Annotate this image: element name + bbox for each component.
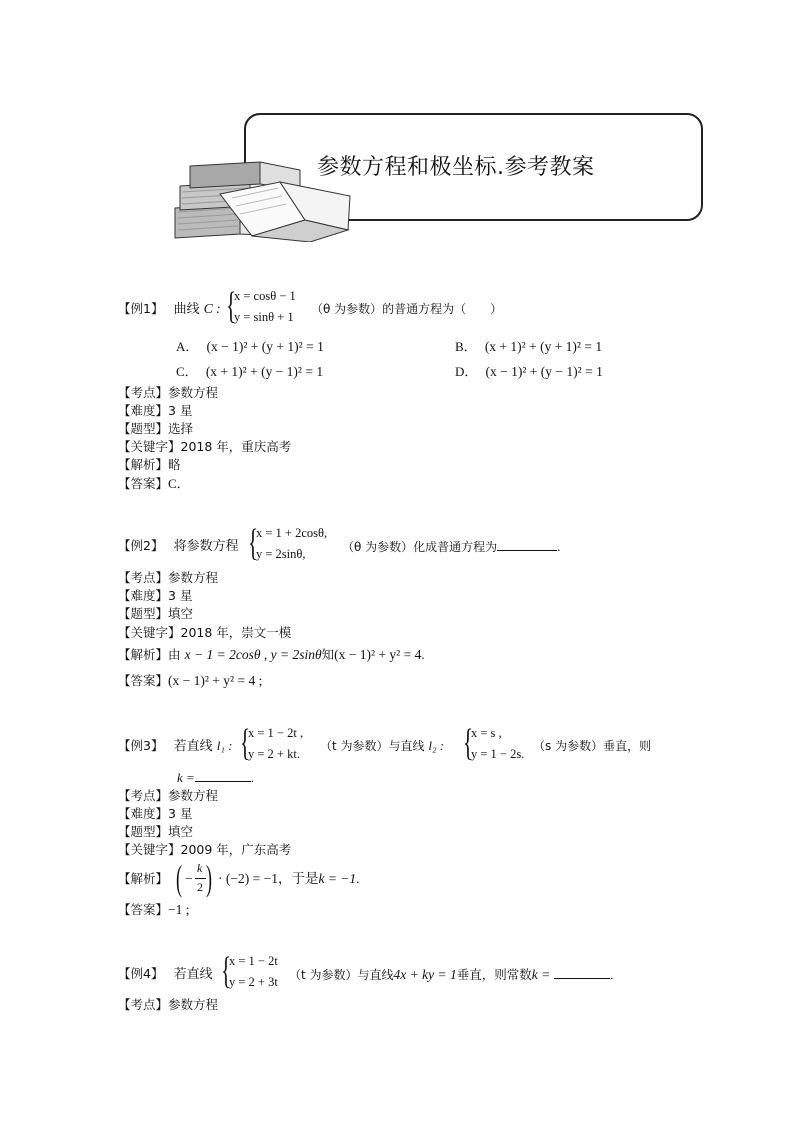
label-kaodian: 【考点】: [118, 788, 169, 803]
ex4-eq2: y = 2 + 3t: [229, 975, 278, 989]
ex3-note1: [320, 738, 444, 754]
ex3-l2-eq1: x = s ,: [471, 726, 502, 740]
ex3-daan: [118, 902, 190, 919]
ex1-option-b: [455, 339, 602, 356]
ex4-brace: {: [221, 950, 232, 992]
ex1-jiexi-value: 略: [168, 457, 181, 472]
ex1-nandu-value: 3 星: [168, 403, 193, 418]
label-kaodian: 【考点】: [118, 570, 169, 585]
ex3-l1: l₁ :: [216, 738, 233, 753]
ex1-tixing: [118, 421, 193, 438]
ex2-jiexi-mid: 知: [321, 647, 335, 662]
ex2-brace: {: [248, 522, 259, 564]
ex3-k-eq: k =: [177, 770, 195, 785]
ex1-stem: [118, 301, 221, 318]
ex2-jiexi-expr1: x − 1 = 2cosθ , y = 2sinθ: [184, 647, 322, 662]
ex3-brace-l1: {: [240, 722, 251, 764]
ex1-guanjianzi: [118, 439, 291, 456]
ex3-brace-l2: {: [463, 722, 474, 764]
ex3-tixing-value: 填空: [168, 824, 194, 839]
ex1-tag: 【例1】: [118, 301, 164, 316]
ex2-stem-post-text: （θ 为参数）化成普通方程为: [342, 540, 498, 554]
ex4-end: .: [610, 967, 614, 982]
ex3-daan-value: −1 ;: [168, 902, 190, 917]
ex3-l2-eq2: y = 1 − 2s.: [471, 747, 525, 761]
ex2-nandu-value: 3 星: [168, 588, 193, 603]
ex2-stem-post: [342, 538, 560, 556]
ex4-eq1: x = 1 − 2t: [229, 954, 278, 968]
label-guanjianzi: 【关键字】: [118, 439, 181, 454]
ex4-stem: [118, 966, 213, 983]
ex3-l1-eq2: y = 2 + kt.: [248, 747, 300, 761]
ex2-jiexi-end: .: [421, 647, 425, 662]
ex2-eq1: x = 1 + 2cosθ,: [256, 526, 328, 540]
ex3-nandu: [118, 806, 192, 823]
label-daan: 【答案】: [118, 673, 169, 688]
ex2-guanjianzi: [118, 625, 291, 642]
ex2-nandu: [118, 588, 192, 605]
ex2-answer-blank: [497, 538, 557, 551]
ex2-tag: 【例2】: [118, 538, 164, 553]
ex3-stem-pre: 若直线: [173, 739, 213, 754]
label-guanjianzi: 【关键字】: [118, 625, 181, 640]
ex1-kaodian: [118, 385, 218, 402]
ex3-end: .: [250, 770, 255, 785]
ex3-tag: 【例3】: [118, 738, 164, 753]
ex3-note2: （s 为参数）垂直，则: [533, 739, 652, 753]
ex3-frac-bar: [195, 878, 206, 879]
ex1-nandu: [118, 403, 192, 420]
ex3-jiexi-k: k = −1: [318, 871, 357, 886]
ex3-tixing: [118, 824, 193, 841]
ex2-kaodian: [118, 570, 218, 587]
ex1-option-b-letter: B．: [455, 339, 477, 354]
ex2-tixing: [118, 606, 193, 623]
ex3-right-paren: ): [206, 858, 212, 898]
ex1-brace: {: [226, 285, 237, 327]
ex1-option-d-expr: (x − 1)² + (y − 1)² = 1: [485, 364, 603, 379]
ex3-left-paren: (: [176, 858, 182, 898]
ex1-option-c: [176, 364, 323, 381]
ex4-stem-post: [289, 966, 613, 984]
books-illustration: [170, 160, 365, 242]
ex2-jiexi-pre: 由: [168, 647, 181, 662]
ex1-jiexi: [118, 457, 181, 474]
ex4-kaodian: [118, 997, 218, 1014]
label-kaodian: 【考点】: [118, 385, 169, 400]
ex4-line-expr: 4x + ky = 1: [393, 967, 457, 982]
ex3-l2: l₂ :: [428, 738, 445, 753]
ex3-jiexi-rest: [218, 871, 359, 888]
ex1-param-note: （θ 为参数）的普通方程为（ ）: [311, 302, 503, 316]
ex3-minus: −: [185, 871, 193, 886]
ex4-k-eq: k =: [531, 967, 551, 982]
label-nandu: 【难度】: [118, 806, 169, 821]
ex1-option-d-letter: D．: [455, 364, 478, 379]
label-nandu: 【难度】: [118, 588, 169, 603]
ex2-jiexi-expr2: (x − 1)² + y² = 4: [334, 647, 422, 662]
ex3-stem: [118, 738, 232, 755]
ex1-option-c-expr: (x + 1)² + (y − 1)² = 1: [205, 364, 324, 379]
ex1-option-a-letter: A．: [176, 339, 199, 354]
label-tixing: 【题型】: [118, 824, 169, 839]
ex3-frac-den: 2: [197, 880, 203, 894]
ex2-daan-value: (x − 1)² + y² = 4 ;: [168, 673, 263, 688]
ex1-option-a: [176, 339, 324, 356]
ex1-option-c-letter: C．: [176, 364, 198, 379]
ex2-daan: [118, 673, 262, 690]
label-daan: 【答案】: [118, 902, 169, 917]
ex1-tixing-value: 选择: [168, 421, 194, 436]
ex3-kaodian: [118, 788, 218, 805]
ex3-jiexi-rest-text: · (−2) = −1，于是: [218, 871, 319, 886]
ex4-answer-blank: [554, 966, 610, 979]
label-daan: 【答案】: [118, 476, 169, 491]
label-jiexi: 【解析】: [118, 457, 169, 472]
ex4-kaodian-value: 参数方程: [168, 997, 219, 1012]
ex1-option-b-expr: (x + 1)² + (y + 1)² = 1: [484, 339, 603, 354]
ex4-note: （t 为参数）与直线: [289, 968, 394, 982]
label-jiexi: 【解析】: [118, 647, 169, 662]
ex3-kaodian-value: 参数方程: [168, 788, 219, 803]
ex1-option-d: [455, 364, 603, 381]
ex4-stem-pre: 若直线: [173, 967, 213, 982]
ex3-jiexi-end: .: [356, 871, 360, 886]
ex2-tixing-value: 填空: [168, 606, 194, 621]
ex3-l1-eq1: x = 1 − 2t ,: [248, 726, 304, 740]
ex3-guanjianzi-value: 2009 年，广东高考: [180, 842, 292, 857]
ex3-note1-text: （t 为参数）与直线: [320, 739, 425, 753]
ex4-mid: 垂直，则常数: [456, 967, 532, 982]
ex2-stem-pre: 将参数方程: [173, 539, 239, 554]
ex2-kaodian-value: 参数方程: [168, 570, 219, 585]
ex3-jiexi: [118, 871, 168, 888]
ex1-curve-name: C :: [203, 301, 221, 316]
ex2-jiexi: [118, 647, 425, 664]
ex1-daan-value: C．: [168, 476, 190, 491]
label-jiexi: 【解析】: [118, 871, 169, 886]
ex2-guanjianzi-value: 2018 年，崇文一模: [180, 625, 292, 640]
ex3-guanjianzi: [118, 842, 291, 859]
ex1-guanjianzi-value: 2018 年，重庆高考: [180, 439, 292, 454]
ex3-nandu-value: 3 星: [168, 806, 193, 821]
ex3-answer-blank: [195, 769, 251, 782]
ex1-daan: [118, 476, 190, 493]
ex1-kaodian-value: 参数方程: [168, 385, 219, 400]
label-guanjianzi: 【关键字】: [118, 842, 181, 857]
ex1-stem-pre: 曲线: [173, 302, 200, 317]
ex2-end: .: [557, 539, 561, 554]
ex3-frac-num: k: [197, 861, 203, 875]
ex1-eq2: y = sinθ + 1: [234, 310, 294, 324]
ex3-k-blank-line: [177, 769, 254, 787]
label-tixing: 【题型】: [118, 421, 169, 436]
ex1-eq1: x = cosθ − 1: [234, 289, 296, 303]
label-kaodian: 【考点】: [118, 997, 169, 1012]
ex2-eq2: y = 2sinθ,: [256, 547, 306, 561]
ex2-stem: [118, 538, 239, 555]
label-tixing: 【题型】: [118, 606, 169, 621]
ex1-option-a-expr: (x − 1)² + (y + 1)² = 1: [206, 339, 324, 354]
page-title: 参数方程和极坐标.参考教案: [317, 155, 595, 180]
label-nandu: 【难度】: [118, 403, 169, 418]
ex4-tag: 【例4】: [118, 966, 164, 981]
